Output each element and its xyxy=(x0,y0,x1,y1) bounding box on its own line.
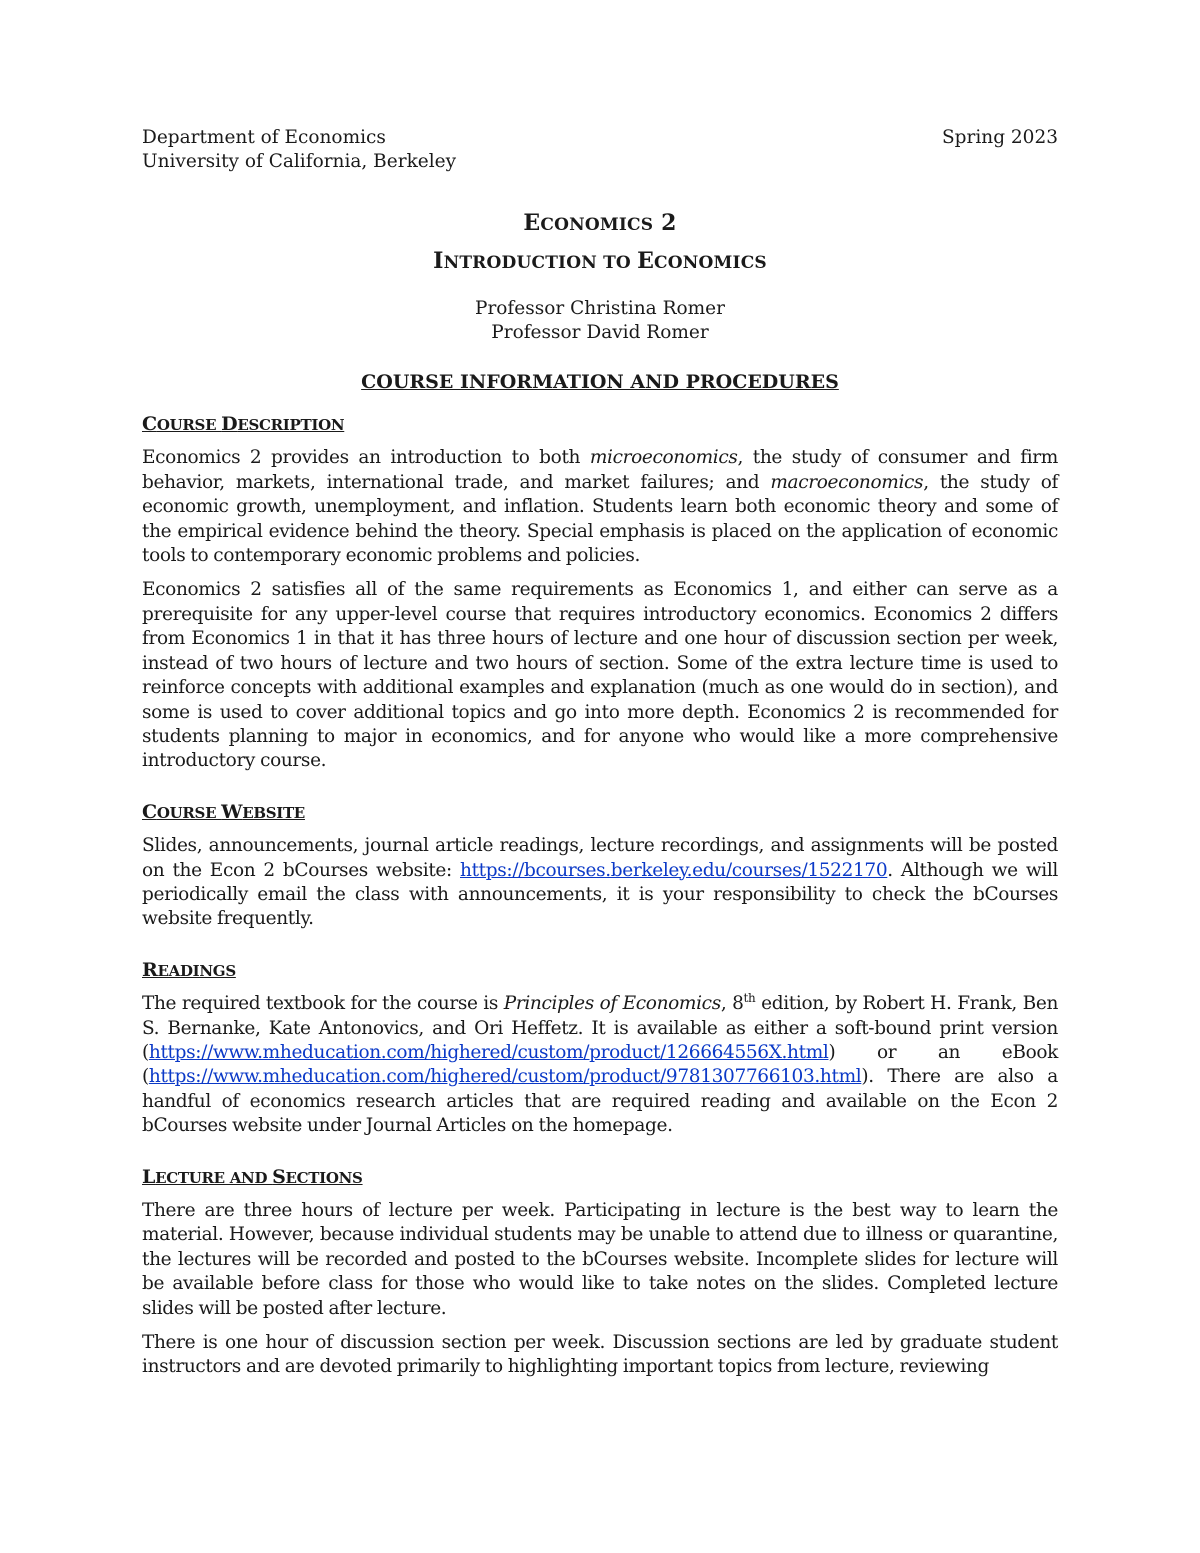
section-heading-lecture-and-sections: LECTURE AND SECTIONS xyxy=(142,1165,363,1188)
term: Spring 2023 xyxy=(942,127,1058,148)
section-heading-course-website: COURSE WEBSITE xyxy=(142,800,305,823)
document-page xyxy=(142,126,1058,1390)
print-version-link[interactable]: https://www.mheducation.com/highered/custom/product/126664556X.html xyxy=(148,1041,829,1063)
description-paragraph-1: Economics 2 provides an introduction to both microeconomics, the study of consumer and firm behavior, markets, international trade, and market failures; and macroeconomics, the study of economic growth, unemployment, and inflation. Students learn both economic theory and some of the empirical evidence behind the theory. Special emphasis is placed on the application of economic tools to contemporary economic problems and policies. xyxy=(142,447,1059,567)
lecture-paragraph-2: There is one hour of discussion section per week. Discussion sections are led by graduate student instructors and are devoted primarily to highlighting important topics from lecture, reviewing xyxy=(142,1332,1058,1378)
description-paragraph-2: Economics 2 satisfies all of the same requirements as Economics 1, and either can serve as a prerequisite for any upper-level course that requires introductory economics. Economics 2 differs from Economics 1 in that it has three hours of lecture and one hour of discussion section per week, instead of two hours of lecture and two hours of section. Some of the extra lecture time is used to reinforce concepts with additional examples and explanation (much as one would do in section), and some is used to cover additional topics and go into more depth. Economics 2 is recommended for students planning to major in economics, and for anyone who would like a more comprehensive introductory course. xyxy=(142,579,1058,772)
section-heading-readings: READINGS xyxy=(142,958,236,981)
bcourses-link[interactable]: https://bcourses.berkeley.edu/courses/1522170 xyxy=(460,859,888,881)
course-name-title: INTRODUCTION TO ECONOMICS xyxy=(433,247,767,274)
course-number-title: ECONOMICS 2 xyxy=(523,209,677,236)
instructor-name: Professor David Romer xyxy=(491,322,709,344)
ebook-link[interactable]: https://www.mheducation.com/highered/custom/product/9781307766103.html xyxy=(148,1066,862,1088)
readings-paragraph: The required textbook for the course is Principles of Economics, 8th edition, by Robert H. Frank, Ben S. Bernanke, Kate Antonovics, and Ori Heffetz. It is available as either a soft-bound print version (https://www.mheducation.com/highered/custom/product/126664556X.html) or an eBook (https://www.mheducation.com/highered/custom/product/9781307766103.html). There are also a handful of economics research articles that are required reading and available on the Econ 2 bCourses website under Journal Articles on the homepage. xyxy=(142,991,1059,1137)
lecture-paragraph-1: There are three hours of lecture per week. Participating in lecture is the best way to learn the material. However, because individual students may be unable to attend due to illness or quarantine, the lectures will be recorded and posted to the bCourses website. Incomplete slides for lecture will be available before class for those who would like to take notes on the slides. Completed lecture slides will be posted after lecture. xyxy=(142,1200,1058,1319)
document-header xyxy=(142,126,1058,175)
instructors xyxy=(142,297,1058,346)
main-heading: COURSE INFORMATION AND PROCEDURES xyxy=(361,370,839,393)
department-name: Department of Economics xyxy=(142,127,386,148)
instructor-name: Professor Christina Romer xyxy=(475,297,725,319)
website-paragraph: Slides, announcements, journal article readings, lecture recordings, and assignments will be posted on the Econ 2 bCourses website: https://bcourses.berkeley.edu/courses/1522170. Although we will periodically email the class with announcements, it is your responsibility to check the bCourses website frequently. xyxy=(142,835,1059,930)
section-heading-course-description: COURSE DESCRIPTION xyxy=(142,413,345,436)
university-name: University of California, Berkeley xyxy=(142,151,457,173)
